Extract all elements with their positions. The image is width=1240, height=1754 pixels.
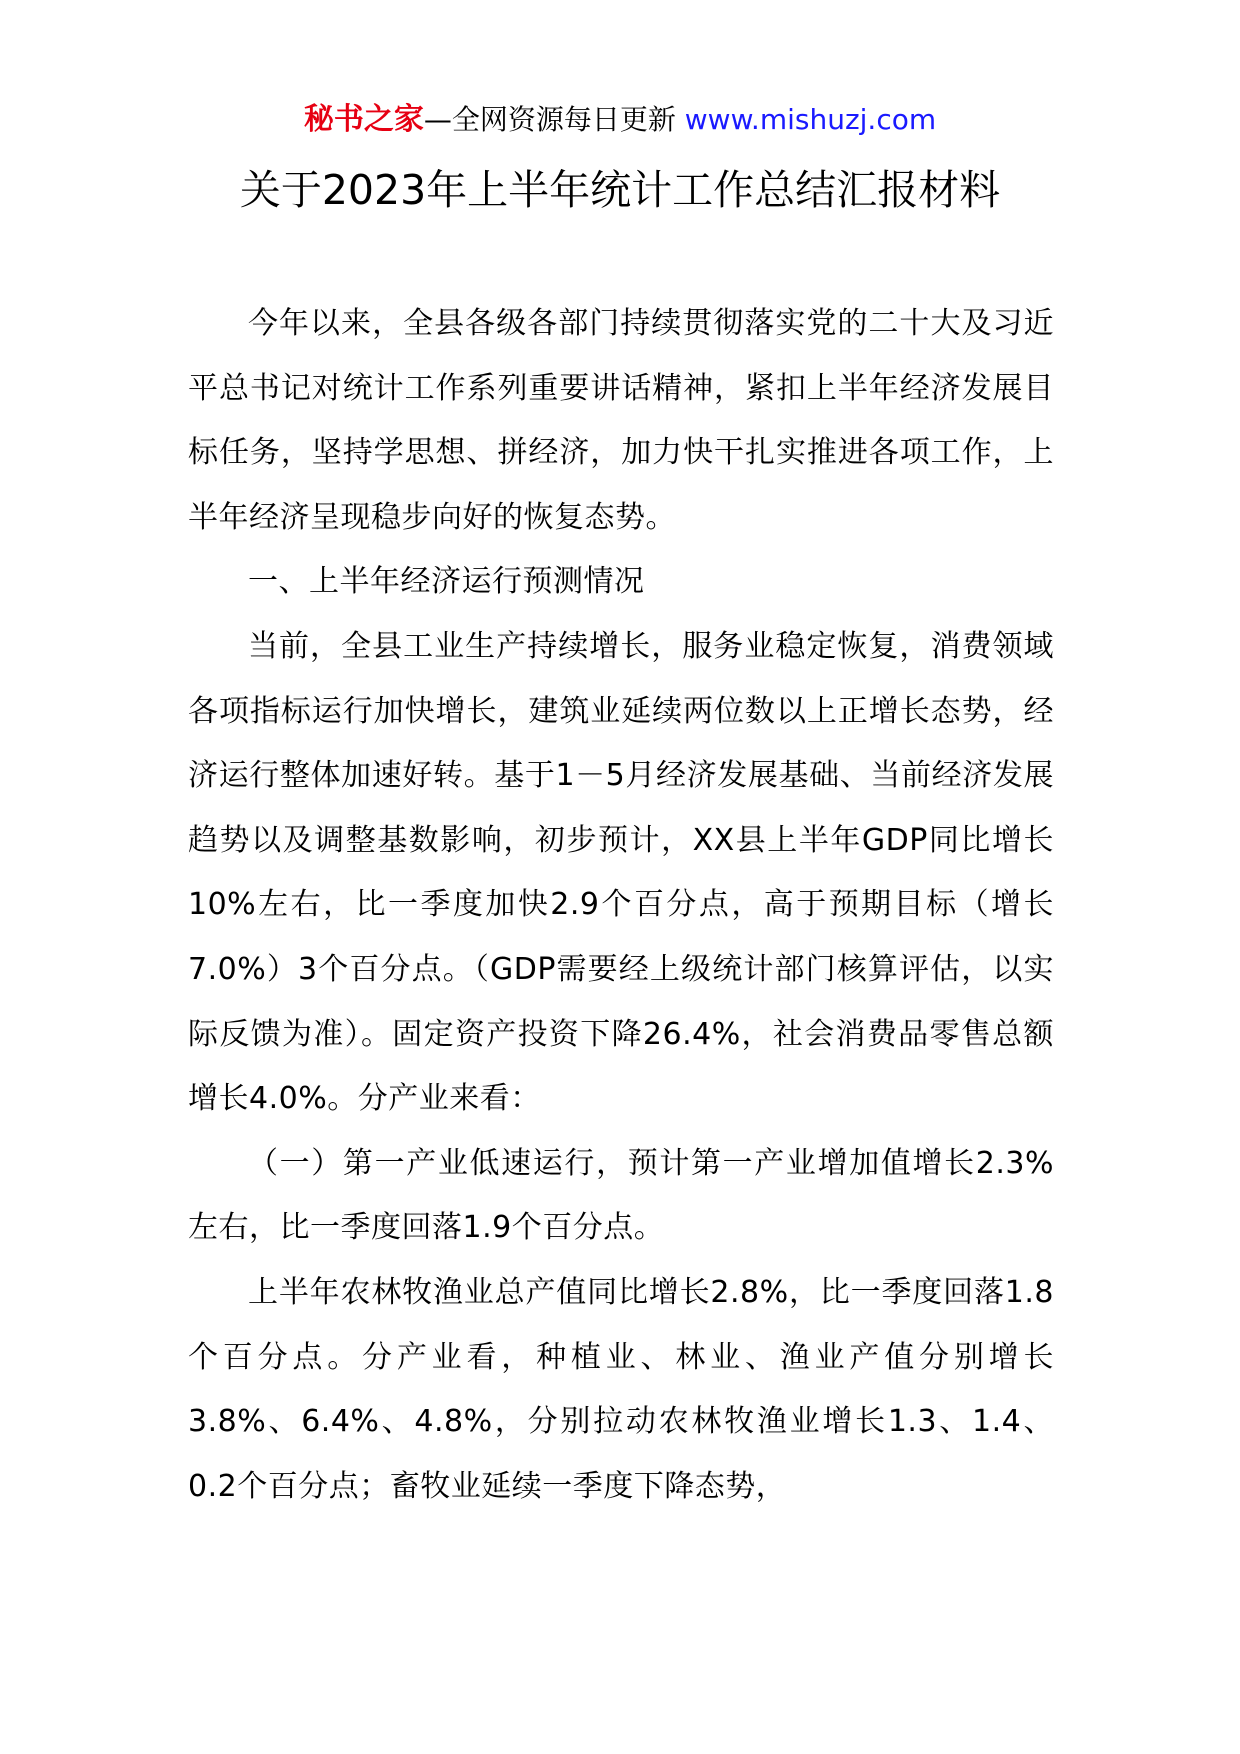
site-tagline: —全网资源每日更新 — [423, 103, 685, 136]
site-url-link[interactable]: www.mishuzj.com — [684, 103, 937, 136]
section-heading-1: 一、上半年经济运行预测情况 — [248, 564, 645, 600]
site-brand: 秘书之家 — [303, 102, 424, 137]
document-body — [188, 292, 1054, 1519]
paragraph-agriculture: 上半年农林牧渔业总产值同比增长2.8%，比一季度回落1.8个百分点。分产业看，种植业、林业、渔业产值分别增长3.8%、6.4%、4.8%，分别拉动农林牧渔业增长1.3、1.4、0.2个百分点；畜牧业延续一季度下降态势， — [188, 1274, 1054, 1504]
paragraph-primary-industry: （一）第一产业低速运行，预计第一产业增加值增长2.3%左右，比一季度回落1.9个百分点。 — [188, 1145, 1054, 1246]
site-header — [0, 100, 1240, 140]
paragraph-overview: 当前，全县工业生产持续增长，服务业稳定恢复，消费领域各项指标运行加快增长，建筑业延续两位数以上正增长态势，经济运行整体加速好转。基于1－5月经济发展基础、当前经济发展趋势以及调整基数影响，初步预计，XX县上半年GDP同比增长10%左右，比一季度加快2.9个百分点，高于预期目标（增长7.0%）3个百分点。（GDP需要经上级统计部门核算评估，以实际反馈为准）。固定资产投资下降26.4%，社会消费品零售总额增长4.0%。分产业来看： — [188, 628, 1054, 1117]
paragraph-intro: 今年以来，全县各级各部门持续贯彻落实党的二十大及习近平总书记对统计工作系列重要讲话精神，紧扣上半年经济发展目标任务，坚持学思想、拼经济，加力快干扎实推进各项工作，上半年经济呈现稳步向好的恢复态势。 — [188, 306, 1054, 535]
document-title: 关于2023年上半年统计工作总结汇报材料 — [239, 166, 1001, 214]
